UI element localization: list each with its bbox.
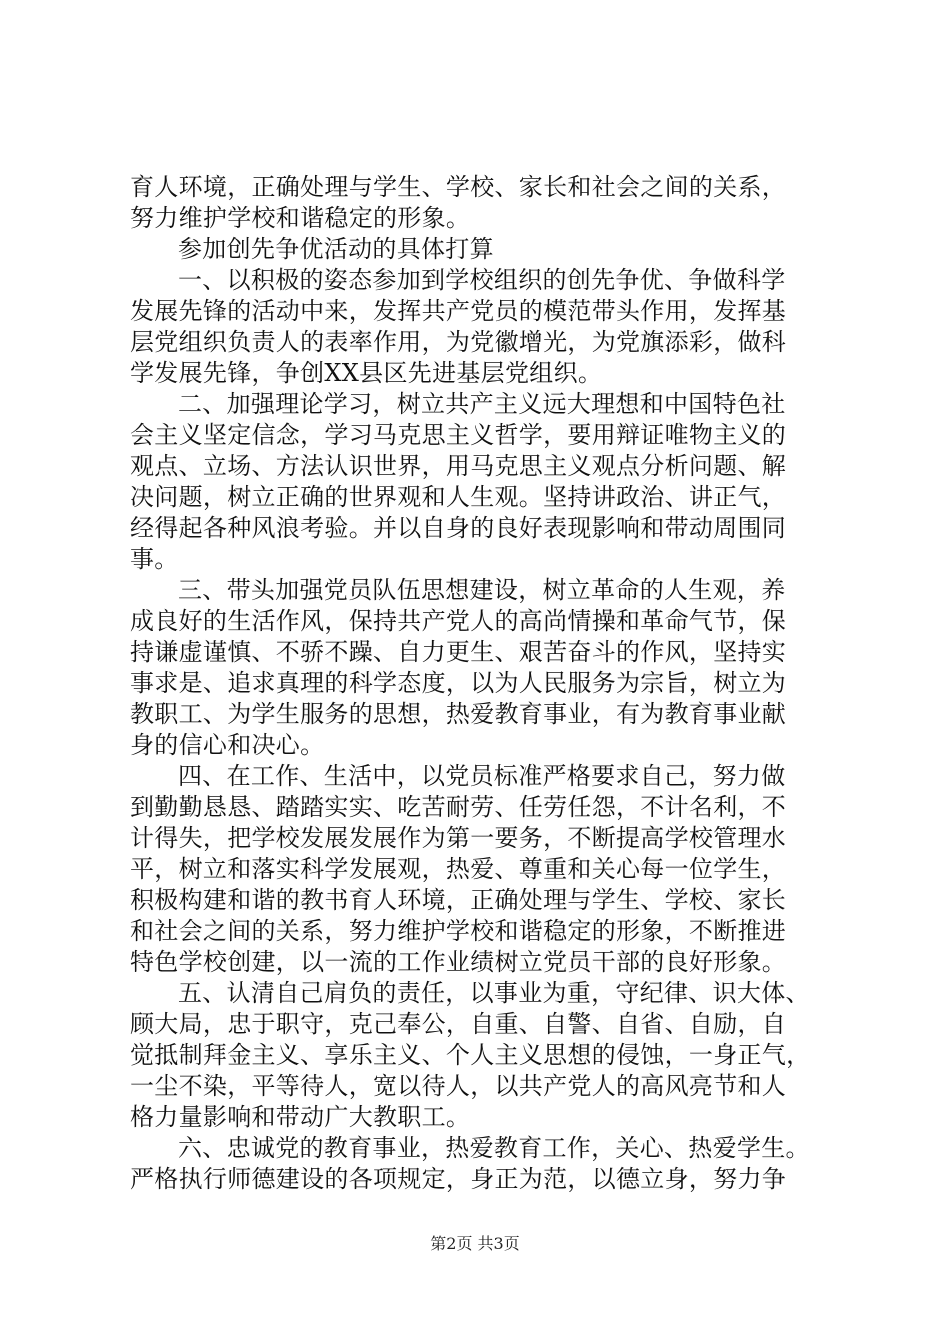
text-line: 四、在工作、生活中，以党员标准严格要求自己，努力做: [178, 762, 786, 790]
text-line: 发展先锋的活动中来，发挥共产党员的模范带头作用，发挥基: [130, 297, 787, 325]
text-line: 参加创先争优活动的具体打算: [178, 235, 494, 263]
text-line: 二、加强理论学习，树立共产主义远大理想和中国特色社: [178, 390, 786, 418]
text-line: 会主义坚定信念，学习马克思主义哲学，要用辩证唯物主义的: [130, 421, 787, 449]
text-line: 平，树立和落实科学发展观，热爱、尊重和关心每一位学生，: [130, 855, 787, 883]
text-line: 一、以积极的姿态参加到学校组织的创先争优、争做科学: [178, 266, 786, 294]
text-line: 事求是、追求真理的科学态度，以为人民服务为宗旨，树立为: [130, 669, 787, 697]
text-line: 三、带头加强党员队伍思想建设，树立革命的人生观，养: [178, 576, 786, 604]
text-line: 经得起各种风浪考验。并以自身的良好表现影响和带动周围同: [130, 514, 787, 542]
text-line: 积极构建和谐的教书育人环境，正确处理与学生、学校、家长: [130, 886, 787, 914]
page-footer: 第2页 共3页: [430, 1234, 520, 1253]
text-line: 持谦虚谨慎、不骄不躁、自力更生、艰苦奋斗的作风，坚持实: [130, 638, 787, 666]
text-line: 身的信心和决心。: [130, 731, 325, 759]
text-line: 顾大局，忠于职守，克己奉公，自重、自警、自省、自励，自: [130, 1010, 787, 1038]
text-line: 和社会之间的关系，努力维护学校和谐稳定的形象，不断推进: [130, 917, 787, 945]
text-line: 学发展先锋，争创XX县区先进基层党组织。: [130, 359, 603, 387]
text-line: 事。: [130, 545, 179, 573]
text-line: 观点、立场、方法认识世界，用马克思主义观点分析问题、解: [130, 452, 787, 480]
text-line: 觉抵制拜金主义、享乐主义、个人主义思想的侵蚀，一身正气，: [130, 1041, 811, 1069]
text-line: 努力维护学校和谐稳定的形象。: [130, 204, 471, 232]
text-line: 五、认清自己肩负的责任，以事业为重，守纪律、识大体、: [178, 979, 810, 1007]
text-line: 格力量影响和带动广大教职工。: [130, 1103, 471, 1131]
text-line: 计得失，把学校发展发展作为第一要务，不断提高学校管理水: [130, 824, 787, 852]
text-line: 六、忠诚党的教育事业，热爱教育工作，关心、热爱学生。: [178, 1134, 810, 1162]
text-line: 层党组织负责人的表率作用，为党徽增光，为党旗添彩，做科: [130, 328, 787, 356]
text-line: 教职工、为学生服务的思想，热爱教育事业，有为教育事业献: [130, 700, 787, 728]
text-line: 到勤勤恳恳、踏踏实实、吃苦耐劳、任劳任怨，不计名利，不: [130, 793, 787, 821]
text-line: 特色学校创建，以一流的工作业绩树立党员干部的良好形象。: [130, 948, 787, 976]
text-line: 决问题，树立正确的世界观和人生观。坚持讲政治、讲正气，: [130, 483, 787, 511]
text-line: 育人环境，正确处理与学生、学校、家长和社会之间的关系，: [130, 173, 787, 201]
document-body: [130, 172, 855, 1195]
text-line: 严格执行师德建设的各项规定，身正为范，以德立身，努力争: [130, 1165, 787, 1193]
text-line: 成良好的生活作风，保持共产党人的高尚情操和革命气节，保: [130, 607, 787, 635]
text-line: 一尘不染，平等待人，宽以待人，以共产党人的高风亮节和人: [130, 1072, 787, 1100]
